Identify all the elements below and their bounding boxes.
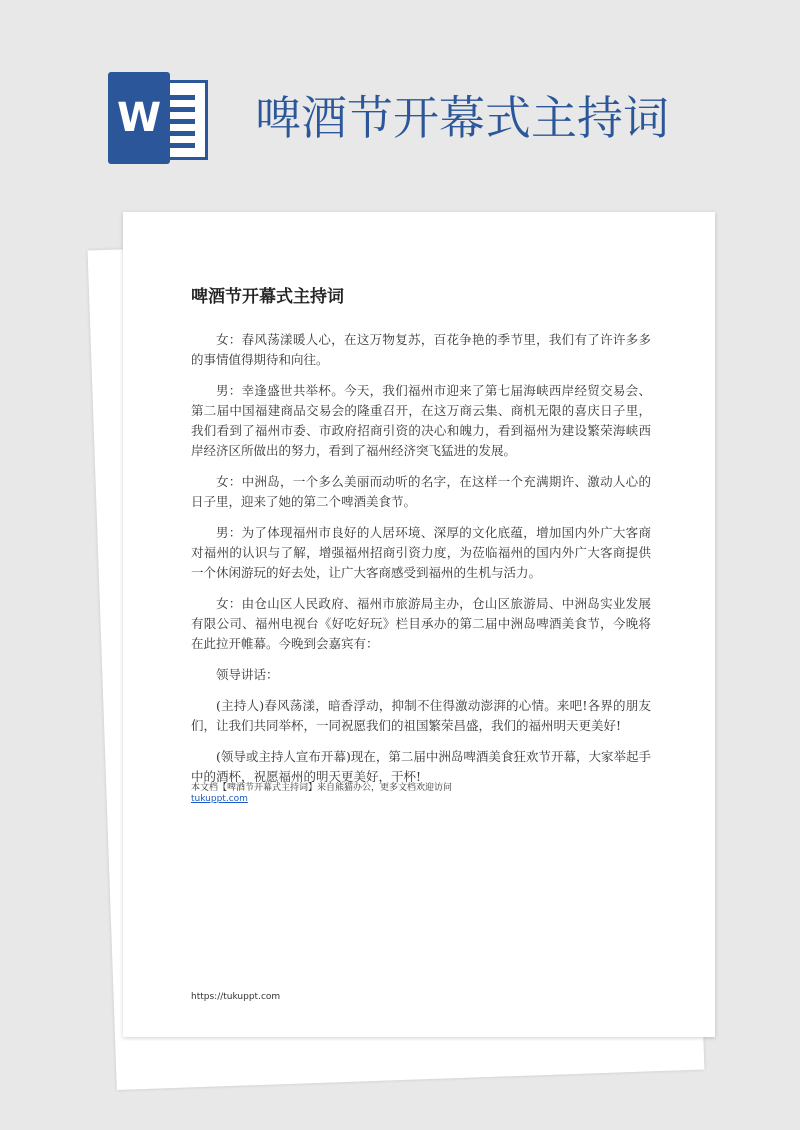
document-title: 啤酒节开幕式主持词 xyxy=(191,287,344,307)
word-letter-badge: W xyxy=(108,72,170,164)
paragraph: 领导讲话： xyxy=(216,667,279,682)
paragraph: 女：中洲岛，一个多么美丽而动听的名字，在这样一个充满期许、激动人心的日子里，迎来了她的第二个啤酒美食节。 xyxy=(191,474,651,509)
source-link[interactable]: tukuppt.com xyxy=(191,794,248,804)
document-page xyxy=(123,212,715,1037)
paragraph: 男：幸逢盛世共举杯。今天，我们福州市迎来了第七届海峡西岸经贸交易会、第二届中国福建商品交易会的隆重召开，在这万商云集、商机无限的喜庆日子里，我们看到了福州市委、市政府招商引资的决心和魄力，看到福州为建设繁荣海峡西岸经济区所做出的努力，看到了福州经济突飞猛进的发展。 xyxy=(191,383,651,458)
header-title: 啤酒节开幕式主持词 xyxy=(255,91,669,145)
paragraph: (领导或主持人宣布开幕)现在，第二届中洲岛啤酒美食狂欢节开幕，大家举起手中的酒杯，祝愿福州的明天更美好，干杯! xyxy=(191,749,651,784)
paragraph: 女：春风荡漾暖人心，在这万物复苏，百花争艳的季节里，我们有了许许多多的事情值得期待和向往。 xyxy=(191,332,651,367)
document-body xyxy=(191,330,651,798)
header xyxy=(0,0,800,200)
page-footer-url: https://tukuppt.com xyxy=(191,992,281,1002)
word-document-icon xyxy=(108,72,216,164)
paragraph: (主持人)春风荡漾，暗香浮动，抑制不住得激动澎湃的心情。来吧!各界的朋友们，让我们共同举杯，一同祝愿我们的祖国繁荣昌盛，我们的福州明天更美好! xyxy=(191,698,651,733)
paragraph: 女：由仓山区人民政府、福州市旅游局主办，仓山区旅游局、中洲岛实业发展有限公司、福州电视台《好吃好玩》栏目承办的第二届中洲岛啤酒美食节，今晚将在此拉开帷幕。今晚到会嘉宾有： xyxy=(191,596,651,651)
paragraph: 男：为了体现福州市良好的人居环境、深厚的文化底蕴，增加国内外广大客商对福州的认识与了解，增强福州招商引资力度，为莅临福州的国内外广大客商提供一个休闲游玩的好去处，让广大客商感受到福州的生机与活力。 xyxy=(191,525,651,580)
source-note: 本文档【啤酒节开幕式主持词】来自熊猫办公，更多文档欢迎访问 xyxy=(191,783,453,793)
